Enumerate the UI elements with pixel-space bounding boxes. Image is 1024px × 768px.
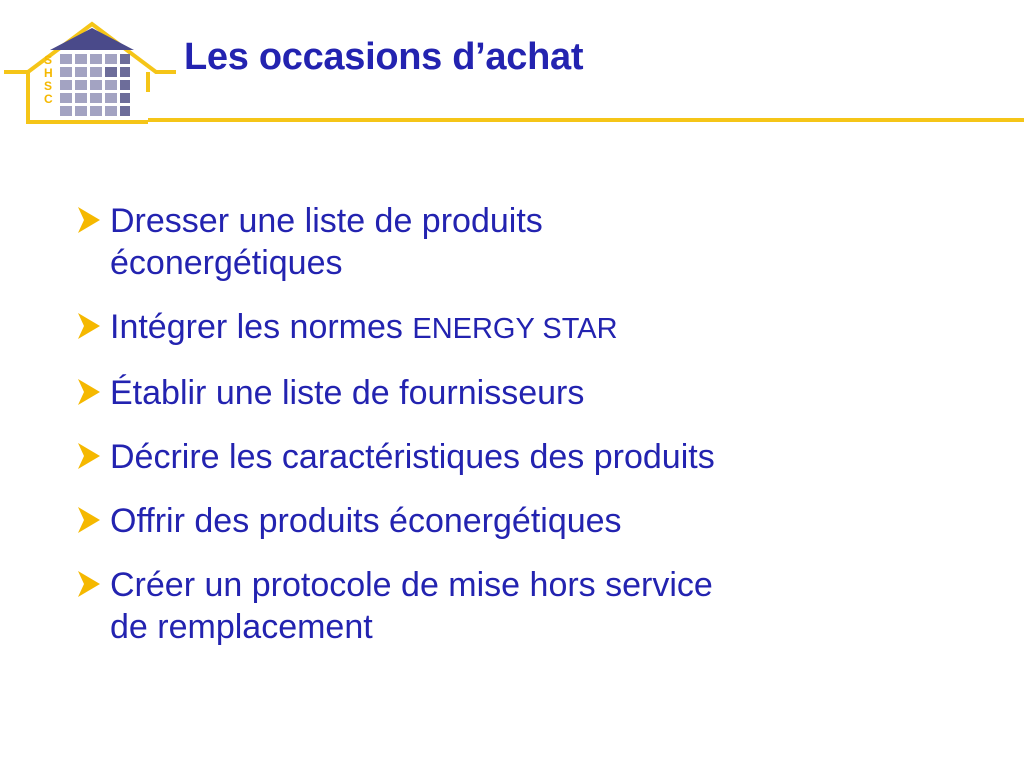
bullet-text-6: Créer un protocole de mise hors service <box>110 566 713 604</box>
bullet-text-4: Décrire les caractéristiques des produits <box>110 438 715 476</box>
bullet-item-4 <box>76 436 976 478</box>
bullet-continuation-1: éconergétiques <box>110 244 343 282</box>
bullet-item-1 <box>76 200 976 284</box>
logo-letter-2: H <box>44 66 53 80</box>
logo-letter-1: S <box>44 53 53 67</box>
arrow-right-icon <box>76 377 104 407</box>
bullet-text-1: Dresser une liste de produits <box>110 202 543 240</box>
logo-letter-3: S <box>44 79 53 93</box>
arrow-right-icon <box>76 569 104 599</box>
bullet-text-5: Offrir des produits éconergétiques <box>110 502 622 540</box>
arrow-right-icon <box>76 311 104 341</box>
arrow-right-icon <box>76 205 104 235</box>
bullet-item-6 <box>76 564 976 648</box>
logo-letter-4: C <box>44 92 53 106</box>
bullet-continuation-6: de remplacement <box>110 608 373 646</box>
bullet-text-3: Établir une liste de fournisseurs <box>110 374 585 412</box>
arrow-right-icon <box>76 505 104 535</box>
shsc-house-logo-icon <box>0 10 180 126</box>
energy-star-label: ENERGY STAR <box>412 313 618 345</box>
bullet-item-5 <box>76 500 976 542</box>
bullet-list <box>76 200 976 670</box>
arrow-right-icon <box>76 441 104 471</box>
bullet-item-2 <box>76 306 976 350</box>
bullet-item-3 <box>76 372 976 414</box>
header-divider <box>148 118 1024 122</box>
slide-title: Les occasions d’achat <box>184 36 584 78</box>
bullet-text-2: Intégrer les normes <box>110 308 413 346</box>
